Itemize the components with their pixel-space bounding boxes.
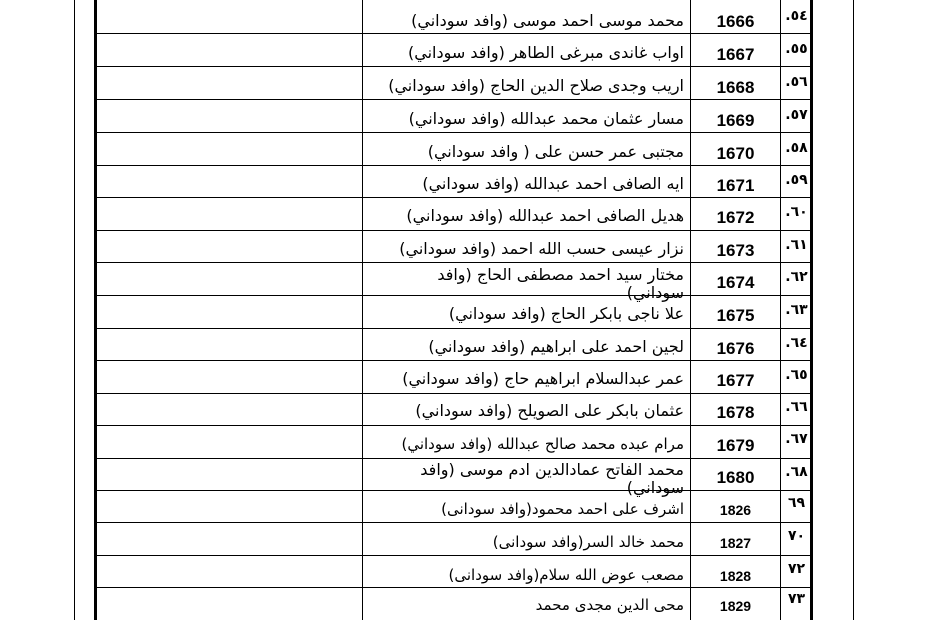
serial-cell	[780, 394, 812, 425]
name-cell	[362, 100, 690, 132]
table-row	[96, 231, 812, 263]
serial-text: .٥٦	[785, 74, 808, 90]
serial-text: ٧٣	[787, 591, 806, 607]
remarks-cell	[96, 166, 362, 197]
remarks-cell	[96, 133, 362, 165]
code-cell	[690, 263, 780, 295]
table-row	[96, 198, 812, 231]
name-text: محمد خالد السر(وافد سودانى)	[492, 533, 684, 551]
name-cell	[362, 263, 690, 302]
name-cell	[362, 0, 690, 33]
serial-text: .٦٢	[785, 269, 808, 285]
code-cell	[690, 426, 780, 458]
page-border-left-outer	[74, 0, 75, 620]
code-cell	[690, 34, 780, 66]
participants-table	[96, 0, 812, 620]
name-text: نزار عيسى حسب الله احمد (وافد سوداني)	[399, 239, 684, 258]
name-cell	[362, 34, 690, 66]
code-cell	[690, 491, 780, 522]
remarks-cell	[96, 588, 362, 620]
serial-cell	[780, 296, 812, 328]
serial-text: .٦٥	[785, 367, 808, 383]
serial-cell	[780, 67, 812, 99]
table-row	[96, 34, 812, 67]
remarks-cell	[96, 523, 362, 555]
serial-cell	[780, 198, 812, 230]
name-cell	[362, 426, 690, 458]
code-cell	[690, 394, 780, 425]
serial-cell	[780, 491, 812, 522]
remarks-cell	[96, 296, 362, 328]
table-row	[96, 394, 812, 426]
code-text: 1666	[716, 12, 755, 31]
code-text: 1826	[719, 502, 752, 518]
remarks-cell	[96, 426, 362, 458]
serial-text: .٦٠	[785, 204, 808, 220]
code-text: 1672	[716, 208, 755, 227]
code-text: 1668	[716, 78, 755, 97]
serial-cell	[780, 263, 812, 295]
serial-text: .٦٣	[785, 302, 808, 318]
table-row	[96, 133, 812, 166]
name-cell	[362, 329, 690, 360]
serial-cell	[780, 166, 812, 197]
name-cell	[362, 459, 690, 497]
code-cell	[690, 588, 780, 620]
code-cell	[690, 556, 780, 587]
name-cell	[362, 231, 690, 262]
remarks-cell	[96, 67, 362, 99]
name-cell	[362, 588, 690, 620]
serial-cell	[780, 133, 812, 165]
name-cell	[362, 133, 690, 165]
code-text: 1827	[719, 535, 752, 551]
name-text: مختار سيد احمد مصطفى الحاج (وافد سوداني)	[437, 265, 684, 302]
code-text: 1828	[719, 568, 752, 584]
code-cell	[690, 231, 780, 262]
code-cell	[690, 198, 780, 230]
page-border-right-outer	[853, 0, 854, 620]
name-cell	[362, 166, 690, 197]
serial-text: .٦٦	[785, 399, 808, 415]
code-text: 1670	[716, 144, 755, 163]
serial-text: .٥٩	[785, 172, 808, 188]
serial-cell	[780, 329, 812, 360]
serial-cell	[780, 523, 812, 555]
code-text: 1680	[716, 468, 755, 487]
code-cell	[690, 133, 780, 165]
table-row	[96, 100, 812, 133]
name-text: اشرف على احمد محمود(وافد سودانى)	[441, 500, 684, 518]
serial-text: ٧٠	[787, 528, 806, 544]
serial-cell	[780, 100, 812, 132]
name-cell	[362, 361, 690, 393]
serial-text: .٦٨	[785, 464, 808, 480]
serial-text: ٧٢	[787, 561, 806, 577]
code-text: 1678	[716, 403, 755, 422]
name-text: هديل الصافى احمد عبدالله (وافد سوداني)	[406, 206, 684, 225]
table-row	[96, 0, 812, 34]
serial-cell	[780, 459, 812, 490]
name-text: لجين احمد على ابراهيم (وافد سوداني)	[428, 337, 684, 356]
name-text: عثمان بابكر على الصويلح (وافد سوداني)	[415, 401, 684, 420]
code-text: 1667	[716, 45, 755, 64]
code-text: 1677	[716, 371, 755, 390]
code-text: 1671	[716, 176, 755, 195]
name-text: محى الدين مجدى محمد	[535, 596, 684, 614]
table-row	[96, 263, 812, 302]
remarks-cell	[96, 231, 362, 262]
serial-cell	[780, 426, 812, 458]
remarks-cell	[96, 198, 362, 230]
table-row	[96, 166, 812, 198]
remarks-cell	[96, 361, 362, 393]
serial-cell	[780, 231, 812, 262]
serial-text: .٥٥	[785, 41, 808, 57]
name-text: اريب وجدى صلاح الدين الحاج (وافد سوداني)	[388, 76, 684, 95]
remarks-cell	[96, 556, 362, 587]
serial-cell	[780, 361, 812, 393]
serial-cell	[780, 0, 812, 33]
table-row	[96, 556, 812, 588]
serial-text: .٥٨	[785, 140, 808, 156]
table-row	[96, 67, 812, 100]
table-row	[96, 459, 812, 497]
table-row	[96, 296, 812, 329]
name-text: مسار عثمان محمد عبدالله (وافد سوداني)	[408, 109, 684, 128]
remarks-cell	[96, 34, 362, 66]
code-cell	[690, 523, 780, 555]
code-text: 1673	[716, 241, 755, 260]
serial-cell	[780, 34, 812, 66]
name-text: مصعب عوض الله سلام(وافد سودانى)	[448, 566, 684, 584]
name-text: مجتبى عمر حسن على ( وافد سوداني)	[427, 142, 684, 161]
table-row	[96, 588, 812, 620]
serial-cell	[780, 556, 812, 587]
name-text: اواب غاندى مبرغى الطاهر (وافد سوداني)	[408, 43, 684, 62]
remarks-cell	[96, 394, 362, 425]
remarks-cell	[96, 0, 362, 33]
serial-text: .٦١	[785, 237, 808, 253]
code-cell	[690, 166, 780, 197]
code-text: 1675	[716, 306, 755, 325]
serial-text: .٥٧	[785, 107, 808, 123]
table-row	[96, 523, 812, 556]
name-text: عمر عبدالسلام ابراهيم حاج (وافد سوداني)	[402, 369, 684, 388]
name-cell	[362, 556, 690, 587]
remarks-cell	[96, 263, 362, 295]
code-cell	[690, 0, 780, 33]
code-text: 1829	[719, 598, 752, 614]
table-row	[96, 361, 812, 394]
remarks-cell	[96, 329, 362, 360]
name-cell	[362, 394, 690, 425]
code-cell	[690, 67, 780, 99]
code-text: 1679	[716, 436, 755, 455]
name-cell	[362, 198, 690, 230]
serial-text: .٦٤	[785, 335, 808, 351]
name-text: علا ناجى بابكر الحاج (وافد سوداني)	[448, 304, 684, 323]
serial-text: .٦٧	[785, 431, 808, 447]
remarks-cell	[96, 459, 362, 490]
serial-text: ٦٩	[787, 495, 806, 511]
name-text: ايه الصافى احمد عبدالله (وافد سوداني)	[422, 174, 684, 193]
serial-text: .٥٤	[785, 8, 808, 24]
code-text: 1676	[716, 339, 755, 358]
remarks-cell	[96, 491, 362, 522]
code-cell	[690, 296, 780, 328]
code-text: 1674	[716, 273, 755, 292]
code-cell	[690, 329, 780, 360]
remarks-cell	[96, 100, 362, 132]
serial-cell	[780, 588, 812, 620]
code-cell	[690, 361, 780, 393]
code-cell	[690, 459, 780, 490]
name-text: محمد موسى احمد موسى (وافد سوداني)	[411, 11, 684, 30]
table-row	[96, 491, 812, 523]
name-cell	[362, 296, 690, 328]
name-cell	[362, 67, 690, 99]
code-text: 1669	[716, 111, 755, 130]
name-cell	[362, 523, 690, 555]
table-row	[96, 329, 812, 361]
table-row	[96, 426, 812, 459]
code-cell	[690, 100, 780, 132]
name-text: مرام عبده محمد صالح عبدالله (وافد سوداني)	[401, 435, 684, 453]
name-text: محمد الفاتح عمادالدين ادم موسى (وافد سوداني)	[420, 460, 684, 497]
name-cell	[362, 491, 690, 522]
